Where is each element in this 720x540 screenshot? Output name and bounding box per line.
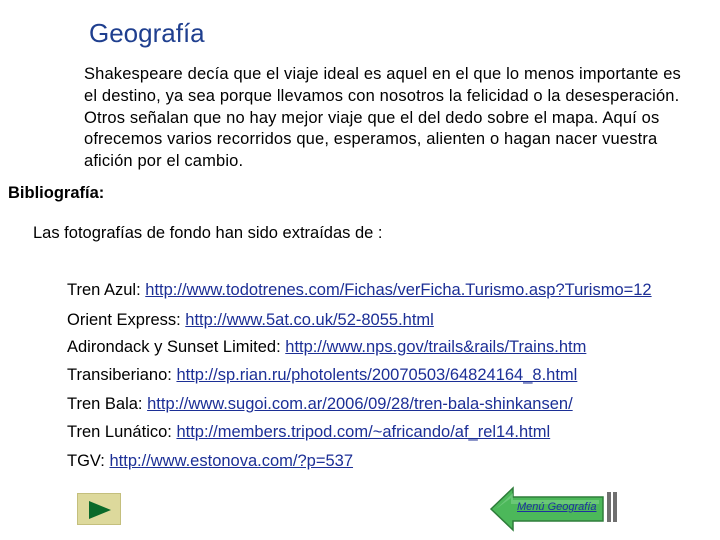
source-link[interactable]: http://sp.rian.ru/photolents/20070503/64824164_8.html — [176, 366, 578, 384]
source-item — [67, 281, 652, 300]
source-label: Tren Azul: — [67, 281, 146, 299]
source-label: Orient Express: — [67, 311, 186, 329]
source-link[interactable]: http://www.5at.co.uk/52-8055.html — [185, 311, 434, 329]
source-link[interactable]: http://www.todotrenes.com/Fichas/verFicha.Turismo.asp?Turismo=12 — [145, 281, 652, 299]
source-label: Tren Bala: — [67, 395, 148, 413]
play-triangle-icon — [88, 500, 112, 520]
intro-paragraph: Shakespeare decía que el viaje ideal es aquel en el que lo menos importante es el destino, ya sea porque llevamos con nosotros la felicidad o la desesperación. Otros señalan que no hay mejor viaje que el del dedo sobre el mapa. Aquí os ofrecemos varios recorridos que, esperamos, alienten o hagan nacer vuestra afición por el cambio. — [84, 65, 681, 171]
source-item — [67, 423, 550, 442]
page-title: Geografía — [89, 18, 205, 48]
source-label: TGV: — [67, 452, 110, 470]
source-link[interactable]: http://www.nps.gov/trails&rails/Trains.htm — [285, 338, 587, 356]
source-label: Transiberiano: — [67, 366, 177, 384]
menu-geografia-button[interactable] — [489, 486, 605, 532]
source-link[interactable]: http://members.tripod.com/~africando/af_rel14.html — [176, 423, 551, 441]
source-link[interactable]: http://www.estonova.com/?p=537 — [109, 452, 354, 470]
bibliography-heading: Bibliografía: — [8, 184, 105, 202]
source-item — [67, 395, 573, 414]
source-label: Adirondack y Sunset Limited: — [67, 338, 286, 356]
source-label: Tren Lunático: — [67, 423, 177, 441]
source-item — [67, 452, 353, 471]
source-item — [67, 338, 586, 357]
end-button[interactable] — [607, 492, 619, 522]
play-button[interactable] — [77, 493, 121, 525]
end-bars-icon — [607, 492, 619, 522]
source-link[interactable]: http://www.sugoi.com.ar/2006/09/28/tren-bala-shinkansen/ — [147, 395, 573, 413]
source-item — [67, 366, 577, 385]
source-item — [67, 311, 434, 330]
bibliography-intro: Las fotografías de fondo han sido extraídas de : — [33, 224, 383, 242]
menu-geografia-label: Menú Geografía — [517, 501, 597, 513]
